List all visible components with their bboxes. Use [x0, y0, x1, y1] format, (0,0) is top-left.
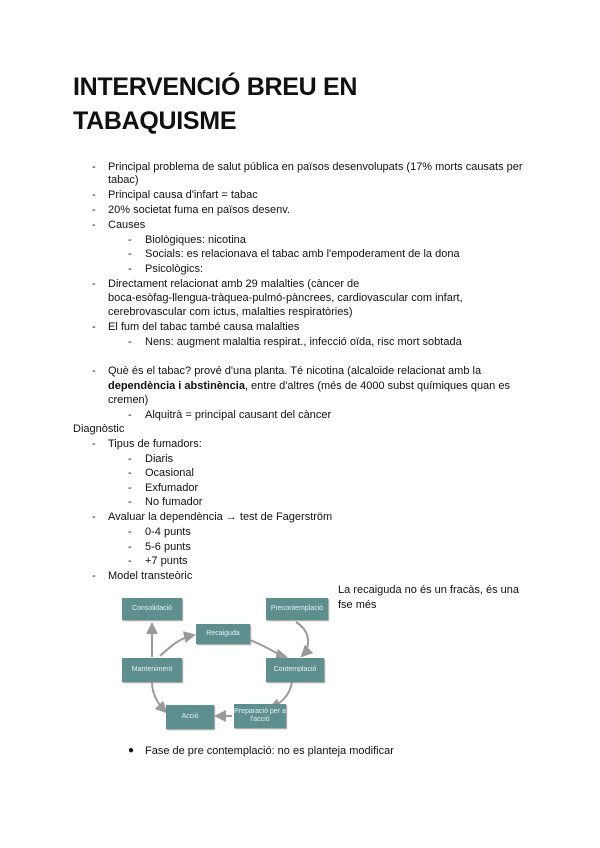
subbullet-dash: -	[128, 526, 132, 538]
subbullet-dash: -	[128, 453, 132, 465]
bullet-dash: -	[92, 161, 96, 173]
subbullet-dash: -	[128, 234, 132, 246]
subbullet-alquitra: Alquitrà = principal causant del càncer	[145, 409, 332, 421]
text-rest: , entre d'altres (més de 4000 subst químiques quan es	[244, 380, 510, 392]
bullet-malalties-cont1: boca-esòfag-llengua-tràquea-pulmó-pàncrees, cardiovascular com infart,	[108, 292, 463, 304]
side-note-cont: fse més	[338, 599, 377, 611]
bullet-dash: -	[92, 278, 96, 290]
subbullet-dash: -	[128, 336, 132, 348]
subbullet-dash: -	[128, 496, 132, 508]
bullet-fum: El fum del tabac també causa malalties	[108, 321, 300, 333]
bullet-dash: -	[92, 189, 96, 201]
subbullet-punts: 5-6 punts	[145, 541, 191, 553]
page-title: INTERVENCIÓ BREU EN TABAQUISME	[73, 73, 358, 135]
bullet-dash: -	[92, 219, 96, 231]
subbullet-dash: -	[128, 482, 132, 494]
round-bullet-icon: ●	[128, 745, 135, 756]
bullet-salut-publica: Principal problema de salut pública en països desenvolupats (17% morts causats per	[108, 161, 523, 173]
subbullet-dash: -	[128, 409, 132, 421]
subbullet-biologiques: Biològiques: nicotina	[145, 234, 246, 246]
bullet-que-es-tabac-cont2: cremen)	[108, 394, 149, 406]
bullet-malalties: Directament relacionat amb 29 malalties (càncer de	[108, 278, 360, 290]
subbullet-dash: -	[128, 467, 132, 479]
arrow-recaiguda-contemplacio	[250, 640, 286, 657]
node-accio: Acció	[166, 705, 214, 729]
bullet-avaluar: Avaluar la dependència → test de Fagerström	[108, 511, 333, 523]
bullet-dash: -	[92, 570, 96, 582]
bold-dependencia: dependència i abstinència	[108, 380, 245, 392]
bullet-tipus-fumadors: Tipus de fumadors:	[108, 438, 202, 450]
subbullet-tipus: Exfumador	[145, 482, 199, 494]
side-note: La recaiguda no és un fracàs, és una	[338, 584, 520, 596]
subbullet-nens: Nens: augment malaltia respirat., infecció oïda, risc mort sobtada	[145, 336, 462, 348]
subbullet-tipus: Ocasional	[145, 467, 194, 479]
bullet-fase-precontemplacio: Fase de pre contemplació: no es planteja modificar	[145, 745, 394, 757]
bullet-causes: Causes	[108, 219, 146, 231]
bullet-model-transteoric: Model transteòric	[108, 570, 193, 582]
bullet-societat: 20% societat fuma en països desenv.	[108, 204, 291, 216]
arrow-manteniment-accio	[152, 682, 166, 712]
node-recaiguda: Recaiguda	[196, 624, 250, 644]
subbullet-tipus: Diaris	[145, 453, 174, 465]
bullet-infart: Principal causa d'infart = tabac	[108, 189, 258, 201]
bullet-dash: -	[92, 204, 96, 216]
subbullet-psicologics: Psicològics:	[145, 263, 204, 275]
bullet-dash: -	[92, 321, 96, 333]
bullet-dash: -	[92, 438, 96, 450]
subbullet-dash: -	[128, 248, 132, 260]
bullet-malalties-cont2: cerebrovascular com ictus, malalties respiratòries)	[108, 306, 353, 318]
subbullet-dash: -	[128, 541, 132, 553]
subbullet-tipus: No fumador	[145, 496, 203, 508]
arrow-precontemplacio-contemplacio	[296, 622, 308, 656]
bullet-dash: -	[92, 511, 96, 523]
node-precontemplacio: Precontemplació	[266, 598, 328, 620]
subbullet-dash: -	[128, 555, 132, 567]
node-manteniment: Manteniment	[122, 658, 182, 682]
bullet-salut-publica-cont: tabac)	[108, 174, 139, 186]
node-consolidacio: Consolidació	[122, 598, 182, 620]
arrow-manteniment-recaiguda	[160, 635, 194, 656]
section-heading-diagnostic: Diagnòstic	[73, 423, 125, 435]
bullet-que-es-tabac: Què és el tabac? prové d'una planta. Té nicotina (alcaloide relacionat amb la	[108, 365, 482, 377]
subbullet-socials: Socials: es relacionava el tabac amb l'empoderament de la dona	[145, 248, 460, 260]
subbullet-dash: -	[128, 263, 132, 275]
bullet-dash: -	[92, 365, 96, 377]
node-contemplacio: Contemplació	[266, 658, 324, 682]
node-preparacio: Preparació per a l'acció	[234, 704, 286, 728]
subbullet-punts: +7 punts	[145, 555, 188, 567]
subbullet-punts: 0-4 punts	[145, 526, 191, 538]
